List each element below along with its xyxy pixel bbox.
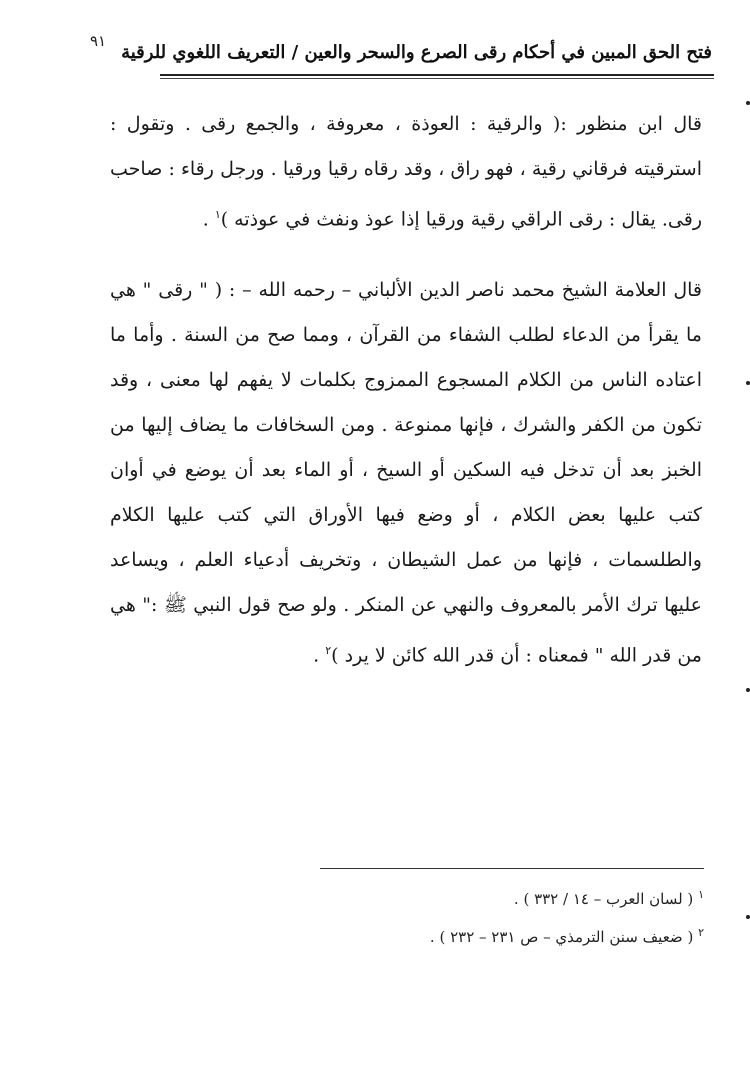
paragraph-ibn-manzur bbox=[110, 102, 702, 242]
footnote-item bbox=[200, 878, 704, 916]
header-rule bbox=[160, 74, 714, 76]
scan-speck bbox=[746, 381, 750, 385]
running-header: فتح الحق المبين في أحكام رقى الصرع والسحر والعين / التعريف اللغوي للرقية bbox=[121, 42, 712, 63]
footnote-ref: ١ bbox=[214, 208, 221, 221]
paragraph-albani bbox=[110, 268, 702, 678]
footnote-text: ( لسان العرب – ١٤ / ٣٣٢ ) . bbox=[513, 890, 694, 908]
scan-speck bbox=[746, 101, 750, 105]
scan-speck bbox=[746, 915, 750, 919]
footnote-rule bbox=[320, 868, 704, 869]
paragraph-tail: . bbox=[202, 208, 215, 231]
footnote-item bbox=[200, 916, 704, 954]
footnote-ref: ٢ bbox=[325, 644, 332, 657]
page-number: ٩١ bbox=[90, 32, 107, 50]
footnote-text: ( ضعيف سنن الترمذي – ص ٢٣١ – ٢٣٢ ) . bbox=[429, 928, 694, 946]
paragraph-text: قال ابن منظور :( والرقية : العوذة ، معروفة ، والجمع رقى . وتقول : استرقيته فرقاني رقية ، فهو راق ، وقد رقاه رقيا ورقيا . ورجل رقاء : صاحب رقى. يقال : رقى الراقي رقية ورقيا إذا عوذ ونفث في عوذته ) bbox=[110, 113, 702, 231]
scan-speck bbox=[746, 688, 750, 692]
footnote-number: ٢ bbox=[698, 926, 704, 939]
footnotes bbox=[200, 878, 704, 954]
paragraph-tail: . bbox=[313, 644, 326, 667]
footnote-number: ١ bbox=[698, 888, 704, 901]
paragraph-text: قال العلامة الشيخ محمد ناصر الدين الألباني – رحمه الله – : ( " رقى " هي ما يقرأ من الدعاء لطلب الشفاء من القرآن ، ومما صح من السنة . وأما ما اعتاده الناس من الكلام المسجوع الممزوج بكلمات لا يفهم لها معنى ، وقد تكون من الكفر والشرك ، فإنها ممنوعة . ومن السخافات ما يضاف إليها من الخبز بعد أن تدخل فيه السكين أو السيخ ، أو الماء بعد أن يوضع في أوان كتب عليها بعض الكلام ، أو وضع فيها الأوراق التي كتب عليها الكلام والطلسمات ، فإنها من عمل الشيطان ، وتخريف أدعياء العلم ، ويساعد عليها ترك الأمر بالمعروف والنهي عن المنكر . ولو صح قول النبي ﷺ :" هي من قدر الله " فمعناه : أن قدر الله كائن لا يرد ) bbox=[110, 279, 702, 667]
header-rule-thin bbox=[160, 78, 714, 79]
